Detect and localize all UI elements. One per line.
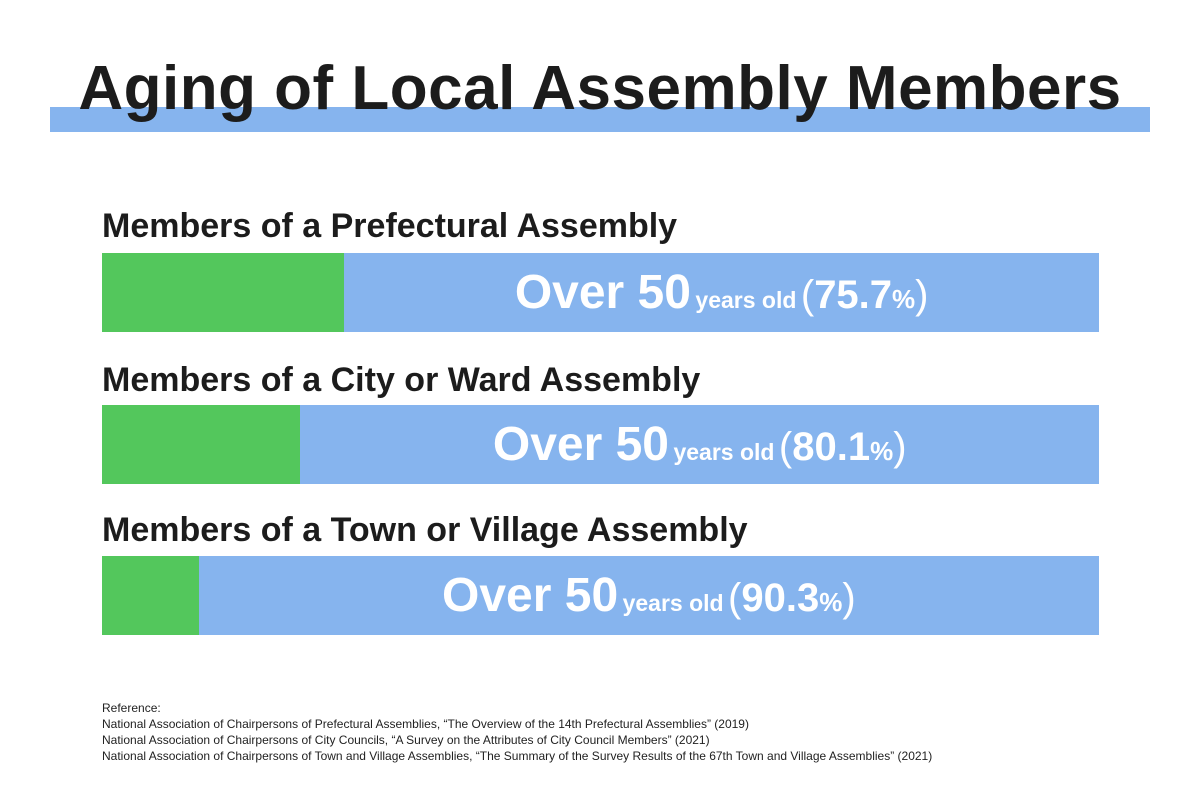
bar-data-label <box>300 405 1099 484</box>
label-paren-close: ) <box>915 273 929 317</box>
bar-track <box>102 253 1099 332</box>
title-block <box>50 44 1150 134</box>
reference-notes <box>102 700 932 764</box>
label-value: 90.3 <box>741 576 820 620</box>
label-paren-close: ) <box>893 425 907 469</box>
category-label: Members of a Prefectural Assembly <box>102 207 678 245</box>
bar-segment-under-50 <box>102 253 344 332</box>
label-sub: years old <box>622 590 724 616</box>
bar-segment-over-50 <box>199 556 1099 635</box>
label-sub: years old <box>695 287 797 313</box>
reference-line: National Association of Chairpersons of Town and Village Assemblies, “The Summary of the Survey Results of the 67th Town and Village Assemblies” (2021) <box>102 749 933 763</box>
reference-heading: Reference: <box>102 701 161 715</box>
label-value: 80.1 <box>792 425 871 469</box>
bar-segment-over-50 <box>344 253 1099 332</box>
bar-data-label <box>199 556 1099 635</box>
label-paren-open: ( <box>800 273 815 317</box>
bar-track <box>102 556 1099 635</box>
label-main: Over 50 <box>492 418 669 471</box>
label-main: Over 50 <box>514 266 691 319</box>
reference-line: National Association of Chairpersons of Prefectural Assemblies, “The Overview of the 14th Prefectural Assemblies” (2019) <box>102 717 749 731</box>
chart-title: Aging of Local Assembly Members <box>78 54 1122 123</box>
label-main: Over 50 <box>442 569 619 622</box>
label-unit: % <box>892 284 916 314</box>
category-label: Members of a City or Ward Assembly <box>102 361 701 399</box>
label-value: 75.7 <box>814 273 893 317</box>
bar-segment-over-50 <box>300 405 1099 484</box>
bar-track <box>102 405 1099 484</box>
bar-segment-under-50 <box>102 405 300 484</box>
category-label: Members of a Town or Village Assembly <box>102 511 748 549</box>
label-unit: % <box>870 436 894 466</box>
reference-line: National Association of Chairpersons of City Councils, “A Survey on the Attributes of City Council Members” (2021) <box>102 733 710 747</box>
bar-data-label <box>344 253 1099 332</box>
label-paren-open: ( <box>728 576 742 620</box>
label-sub: years old <box>673 439 775 465</box>
label-unit: % <box>819 587 843 617</box>
label-paren-close: ) <box>842 576 856 620</box>
bar-segment-under-50 <box>102 556 199 635</box>
label-paren-open: ( <box>778 425 793 469</box>
